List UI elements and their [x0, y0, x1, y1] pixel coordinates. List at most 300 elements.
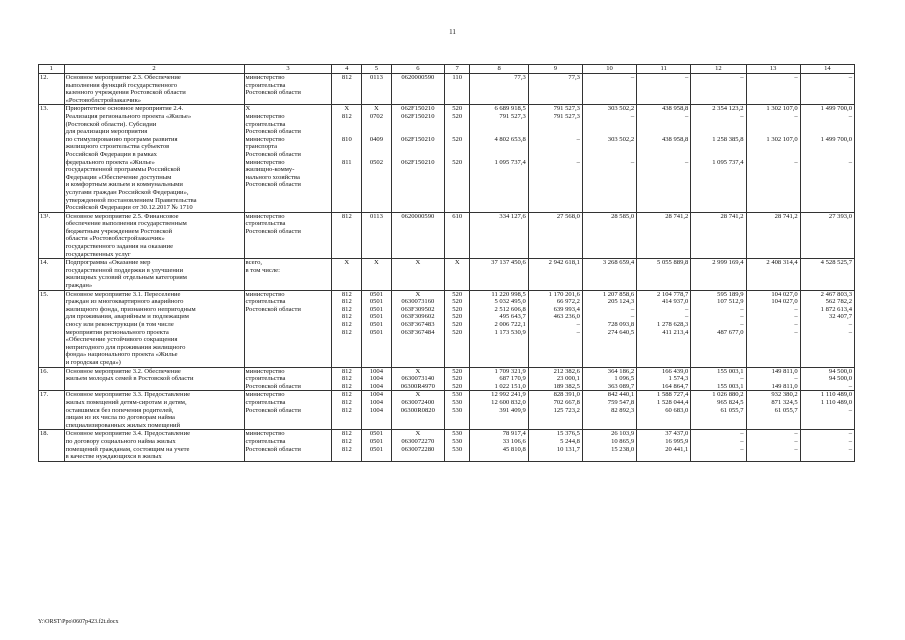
cell-line: 5 244,8	[560, 437, 580, 445]
cell-line: 94 500,0	[828, 367, 852, 375]
cell-line: по договору социального найма жилых	[65, 437, 176, 445]
table-row	[39, 367, 855, 391]
cell-line: 812	[341, 74, 352, 81]
cell-grbs	[332, 74, 362, 105]
cell-line: –	[685, 158, 689, 166]
cell-line: 812	[341, 437, 352, 445]
cell-line: 520	[452, 105, 463, 113]
cell-line: Основное мероприятие 3.2. Обеспечение	[65, 367, 181, 375]
cell-csr	[391, 290, 444, 367]
cell-line: жилых помещений детям-сиротам и детям,	[65, 398, 187, 406]
cell-line: 26 103,9	[611, 430, 635, 438]
cell-v12	[691, 367, 746, 391]
cell-v8	[470, 212, 528, 259]
cell-line: Ростовской области	[245, 227, 301, 235]
cell-line: государственного задания на оказание	[65, 243, 174, 251]
cell-line: Приоритетное основное мероприятие 2.4.	[65, 105, 184, 113]
cell-line: и городская среда»)	[65, 358, 121, 366]
header-cell: 6	[391, 65, 444, 74]
cell-line: 16 995,9	[665, 437, 689, 445]
cell-line: 1 302 107,0	[766, 105, 798, 113]
cell-line	[333, 121, 360, 129]
cell-line: Ростовской области	[245, 305, 301, 313]
cell-line: 1 096,5	[614, 375, 635, 383]
cell-line: 812	[341, 445, 352, 453]
cell-line: 965 824,5	[717, 398, 744, 406]
cell-line: 1 528 044,4	[657, 398, 689, 406]
cell-line: 812	[341, 212, 352, 220]
cell-num: 12.	[39, 74, 65, 105]
cell-vr	[444, 212, 470, 259]
cell-line: 28 741,2	[665, 212, 689, 220]
header-cell: 8	[470, 65, 528, 74]
cell-csr	[391, 391, 444, 430]
cell-num: 18.	[39, 430, 65, 461]
cell-line: по стимулированию программ развития	[65, 135, 178, 143]
cell-line: –	[794, 328, 798, 336]
cell-line: обеспечение выполнения государственным	[65, 220, 187, 228]
cell-line: 15 238,0	[611, 445, 635, 453]
cell-line: 530	[452, 445, 463, 453]
cell-line: 2 467 803,3	[820, 290, 852, 298]
cell-line	[802, 151, 852, 159]
cell-line: 0501	[369, 445, 384, 453]
cell-line: 5 055 889,8	[657, 259, 689, 267]
cell-line: транспорта	[245, 143, 278, 151]
cell-line: 520	[452, 321, 463, 328]
cell-line: Основное мероприятие 3.1. Переселение	[65, 290, 181, 298]
cell-line	[638, 128, 688, 136]
cell-line: 27 393,0	[828, 212, 852, 220]
cell-line: министерство	[245, 391, 285, 399]
cell-line	[393, 143, 443, 151]
cell-line: лицам из их числа по договорам найма	[65, 414, 175, 422]
cell-line: –	[576, 135, 580, 143]
cell-line: министерство	[245, 158, 285, 166]
cell-line: 12 600 832,0	[491, 398, 526, 406]
cell-exec	[244, 290, 332, 367]
cell-line: министерство	[245, 74, 285, 81]
cell-v11	[637, 212, 691, 259]
header-cell: 14	[800, 65, 854, 74]
cell-line: 2 006 722,1	[494, 321, 526, 328]
cell-line: 639 993,4	[553, 305, 580, 313]
cell-line	[530, 128, 580, 136]
cell-line: помещений гражданам, состоящим на учете	[65, 445, 190, 453]
cell-rzpr	[362, 430, 392, 461]
cell-line	[692, 151, 743, 159]
cell-line: строительства	[245, 298, 286, 306]
cell-v10	[582, 74, 636, 105]
cell-line: –	[740, 375, 744, 383]
cell-line: 812	[341, 321, 352, 328]
cell-vr	[444, 74, 470, 105]
cell-exec	[244, 105, 332, 212]
cell-line: 155 003,1	[717, 367, 744, 375]
cell-line: –	[794, 430, 798, 438]
header-cell: 4	[332, 65, 362, 74]
cell-line: 104 027,0	[771, 290, 798, 298]
cell-line: жилищных условий отдельным категориям	[65, 274, 187, 282]
cell-line: 364 186,2	[607, 367, 635, 375]
cell-line: 66 972,2	[556, 298, 580, 306]
cell-line: 728 093,8	[607, 321, 635, 328]
cell-line: министерство	[245, 212, 285, 220]
cell-line: 12 992 241,9	[491, 391, 526, 399]
cell-v10	[582, 367, 636, 391]
cell-v11	[637, 367, 691, 391]
cell-line: 6 689 918,5	[494, 105, 526, 113]
cell-line	[748, 121, 798, 129]
cell-line: 0113	[369, 74, 383, 81]
cell-line: 812	[341, 313, 352, 321]
cell-line: министерство	[245, 135, 285, 143]
cell-line: Основное мероприятие 3.3. Предоставление	[65, 391, 191, 399]
cell-rzpr	[362, 105, 392, 212]
cell-vr	[444, 259, 470, 290]
header-cell: 5	[362, 65, 392, 74]
cell-line: 530	[452, 398, 463, 406]
cell-line: 189 382,5	[553, 382, 580, 390]
cell-line: Основное мероприятие 3.4. Предоставление	[65, 430, 191, 438]
cell-line: 1 170 201,6	[548, 290, 580, 298]
cell-v8	[470, 259, 528, 290]
cell-line: 32 407,7	[828, 313, 852, 321]
cell-line: 274 640,5	[607, 328, 635, 336]
cell-line: «Обеспечение устойчивого сокращения	[65, 336, 178, 344]
cell-line: –	[848, 406, 852, 414]
cell-line: 5 032 495,0	[494, 298, 526, 306]
cell-line: граждан»	[65, 282, 93, 290]
cell-line: 61 055,7	[774, 406, 798, 414]
header-cell: 10	[582, 65, 636, 74]
cell-v8	[470, 105, 528, 212]
cell-name	[64, 290, 244, 367]
cell-line	[333, 151, 360, 159]
cell-line: 1004	[369, 398, 384, 406]
cell-line: 062F150210	[401, 112, 435, 120]
cell-line	[748, 143, 798, 151]
cell-line	[530, 151, 580, 159]
cell-line: (Ростовской области). Субсидии	[65, 120, 157, 128]
cell-line: –	[685, 74, 689, 81]
cell-line: –	[740, 445, 744, 453]
cell-line: –	[794, 112, 798, 120]
cell-line: 3 268 659,4	[602, 259, 635, 267]
cell-line: –	[794, 437, 798, 445]
cell-line: всего,	[245, 259, 263, 267]
cell-line: специализированных жилых помещений	[65, 421, 181, 429]
cell-line: строительства	[245, 81, 286, 89]
cell-line	[446, 121, 469, 129]
cell-line: Ростовской области	[245, 89, 301, 97]
cell-line: 0501	[369, 298, 384, 306]
cell-line: 702 667,8	[553, 398, 580, 406]
cell-v12	[691, 290, 746, 367]
cell-line: 149 811,0	[771, 367, 798, 375]
cell-line: Ростовской области	[245, 406, 301, 414]
cell-v12	[691, 74, 746, 105]
cell-line: –	[740, 437, 744, 445]
cell-line: 23 000,1	[556, 375, 580, 383]
cell-line: 77,3	[568, 74, 580, 81]
cell-v8	[470, 74, 528, 105]
cell-rzpr	[362, 212, 392, 259]
cell-line	[584, 121, 634, 129]
cell-line	[638, 143, 688, 151]
cell-line: –	[794, 74, 798, 81]
cell-line: 1004	[369, 367, 384, 375]
cell-line: 155 003,1	[717, 382, 744, 390]
cell-line: 530	[452, 406, 463, 414]
cell-line: –	[848, 437, 852, 445]
cell-line: 33 106,6	[502, 437, 526, 445]
cell-line: 0409	[369, 135, 384, 143]
cell-grbs	[332, 290, 362, 367]
cell-v13	[746, 212, 800, 259]
cell-exec	[244, 74, 332, 105]
cell-csr	[391, 74, 444, 105]
cell-num: 13.	[39, 105, 65, 212]
cell-line: –	[794, 313, 798, 321]
cell-line: 812	[341, 305, 352, 313]
cell-line: 438 958,8	[661, 135, 689, 143]
cell-line: 520	[452, 158, 463, 166]
cell-v12	[691, 212, 746, 259]
cell-line: –	[794, 375, 798, 383]
cell-line	[471, 121, 525, 129]
cell-line: X	[245, 105, 251, 113]
cell-line: министерство	[245, 290, 285, 298]
cell-name	[64, 105, 244, 212]
cell-v14	[800, 74, 854, 105]
cell-exec	[244, 259, 332, 290]
cell-v11	[637, 259, 691, 290]
cell-line: 0501	[369, 328, 384, 336]
cell-line: –	[576, 328, 580, 336]
cell-line: Ростовской области	[245, 445, 301, 453]
cell-line: 60 683,0	[665, 406, 689, 414]
cell-line: 0501	[369, 430, 384, 438]
cell-line: –	[630, 158, 635, 166]
cell-grbs	[332, 212, 362, 259]
cell-line: –	[848, 158, 852, 166]
cell-line: 94 500,0	[828, 375, 852, 383]
cell-line: 791 527,3	[553, 105, 580, 113]
cell-v12	[691, 391, 746, 430]
cell-line: для реализации мероприятия	[65, 128, 148, 136]
cell-line	[363, 121, 390, 129]
cell-line: 15 376,5	[556, 430, 580, 438]
cell-line: жилищного строительства субъектов	[65, 143, 170, 151]
cell-line: 414 937,0	[661, 298, 689, 306]
cell-line: 45 810,8	[502, 445, 526, 453]
cell-name	[64, 259, 244, 290]
cell-line: Российской Федерации в рамках	[65, 150, 157, 158]
cell-v14	[800, 105, 854, 212]
cell-line: Российской Федерации от 30.12.2017 № 1710	[65, 204, 193, 212]
cell-line: 0113	[369, 212, 383, 220]
cell-line: 2 104 778,7	[657, 290, 689, 298]
cell-line: выполнения функций государственного	[65, 81, 178, 89]
cell-line: 2 942 618,1	[548, 259, 580, 267]
cell-line: 20 441,1	[665, 445, 689, 453]
cell-line: –	[685, 313, 689, 321]
cell-line: федерального проекта «Жилье»	[65, 158, 155, 166]
cell-line: 363 089,7	[607, 382, 635, 390]
cell-line: Федерации «Обеспечение доступным	[65, 173, 172, 181]
header-cell: 9	[528, 65, 582, 74]
cell-line	[692, 143, 743, 151]
cell-v13	[746, 430, 800, 461]
cell-v14	[800, 290, 854, 367]
cell-exec	[244, 212, 332, 259]
cell-line: 0620000590	[401, 74, 435, 81]
cell-name	[64, 212, 244, 259]
cell-line	[471, 128, 525, 136]
cell-line: граждан из многоквартирного аварийного	[65, 298, 184, 306]
cell-line: Реализация регионального проекта «Жилье»	[65, 112, 192, 120]
cell-line: 1 588 727,4	[657, 391, 689, 399]
cell-line: 1 574,3	[668, 375, 689, 383]
cell-line: 062F150210	[401, 135, 435, 143]
cell-line: –	[576, 158, 580, 166]
budget-table	[38, 64, 855, 462]
cell-line: 205 124,3	[607, 298, 635, 306]
cell-line: оставшимся без попечения родителей,	[65, 406, 174, 414]
cell-line: 1 173 530,9	[494, 328, 526, 336]
cell-line: 595 189,9	[717, 290, 744, 298]
cell-line: министерство	[245, 430, 285, 438]
cell-line: 520	[452, 328, 463, 336]
cell-line: X	[454, 259, 460, 267]
cell-line: Ростовской области	[245, 128, 301, 136]
cell-exec	[244, 367, 332, 391]
cell-line: –	[740, 321, 744, 328]
cell-v13	[746, 259, 800, 290]
cell-line: –	[848, 382, 852, 390]
cell-line: 812	[341, 375, 352, 383]
cell-line: 78 917,4	[502, 430, 526, 438]
cell-line: 2 999 169,4	[712, 259, 744, 267]
cell-line: 0630072270	[401, 437, 435, 445]
cell-line: жилищного фонда, признанного непригодным	[65, 305, 196, 313]
cell-line: 812	[341, 328, 352, 336]
cell-line: 2 354 123,2	[712, 105, 744, 113]
cell-v12	[691, 430, 746, 461]
cell-v12	[691, 259, 746, 290]
cell-line: 810	[341, 135, 352, 143]
header-cell: 7	[444, 65, 470, 74]
cell-line: –	[794, 321, 798, 328]
cell-line: 0501	[369, 321, 384, 328]
cell-v10	[582, 212, 636, 259]
cell-v14	[800, 259, 854, 290]
cell-line: 812	[341, 391, 352, 399]
cell-line: 871 324,5	[771, 398, 798, 406]
footer-file-path: Y:\ORST\Ppo\0607p423.f2t.docx	[38, 619, 119, 625]
cell-line: 811	[341, 158, 352, 166]
cell-v9	[528, 105, 582, 212]
cell-line: 0702	[369, 112, 384, 120]
cell-line: 932 380,2	[771, 391, 798, 399]
cell-line: –	[740, 305, 744, 313]
cell-line: 062F150210	[401, 105, 435, 113]
cell-line: 520	[452, 367, 463, 375]
cell-line: –	[794, 305, 798, 313]
cell-line: казенного учреждения Ростовской области	[65, 89, 186, 97]
cell-grbs	[332, 105, 362, 212]
cell-csr	[391, 430, 444, 461]
cell-line: Ростовской области	[245, 181, 301, 189]
cell-line: строительства	[245, 437, 286, 445]
cell-line: государственных услуг	[65, 250, 131, 258]
cell-line	[363, 143, 390, 151]
cell-v14	[800, 212, 854, 259]
cell-v9	[528, 367, 582, 391]
cell-line: 520	[452, 290, 463, 298]
cell-line: 812	[341, 406, 352, 414]
cell-line: 530	[452, 430, 463, 438]
cell-line: области «Ростовоблстройзаказчик»	[65, 235, 165, 243]
cell-line: 812	[341, 430, 352, 438]
cell-v9	[528, 290, 582, 367]
cell-line: 791 527,3	[553, 112, 580, 120]
cell-line: 812	[341, 398, 352, 406]
cell-rzpr	[362, 290, 392, 367]
cell-line: 0620000590	[401, 212, 435, 220]
cell-line: 1 499 700,0	[820, 135, 852, 143]
cell-rzpr	[362, 74, 392, 105]
cell-line: X	[374, 105, 379, 113]
cell-v10	[582, 290, 636, 367]
cell-line: 062F150210	[401, 158, 435, 166]
cell-name	[64, 74, 244, 105]
cell-vr	[444, 290, 470, 367]
cell-line: 28 741,2	[774, 212, 798, 220]
cell-line: 463 236,0	[553, 313, 580, 321]
header-cell: 3	[244, 65, 332, 74]
header-cell: 13	[746, 65, 800, 74]
cell-line: –	[848, 74, 852, 81]
cell-num: 17.	[39, 391, 65, 430]
cell-line	[692, 128, 743, 136]
cell-line: 1 302 107,0	[766, 135, 798, 143]
cell-name	[64, 430, 244, 461]
cell-line: жилищно-комму-	[245, 166, 295, 174]
cell-line	[393, 121, 443, 129]
cell-line: –	[848, 445, 852, 453]
cell-line	[393, 128, 443, 136]
cell-v11	[637, 430, 691, 461]
header-cell: 2	[64, 65, 244, 74]
cell-line	[446, 151, 469, 159]
cell-line: 812	[341, 112, 352, 120]
cell-v9	[528, 212, 582, 259]
cell-line: 1 278 628,3	[657, 321, 689, 328]
cell-line: 828 391,0	[553, 391, 580, 399]
cell-line: 759 547,8	[607, 398, 635, 406]
cell-line: 063F309602	[401, 313, 435, 321]
cell-line: 0630072280	[401, 445, 435, 453]
cell-line: 0630073140	[401, 375, 435, 383]
cell-line: мероприятия регионального проекта	[65, 328, 169, 336]
cell-v13	[746, 290, 800, 367]
cell-line: 149 811,0	[771, 382, 798, 390]
cell-line: 28 585,0	[611, 212, 635, 220]
cell-line	[584, 143, 634, 151]
cell-line: бюджетным учреждением Ростовской	[65, 227, 173, 235]
